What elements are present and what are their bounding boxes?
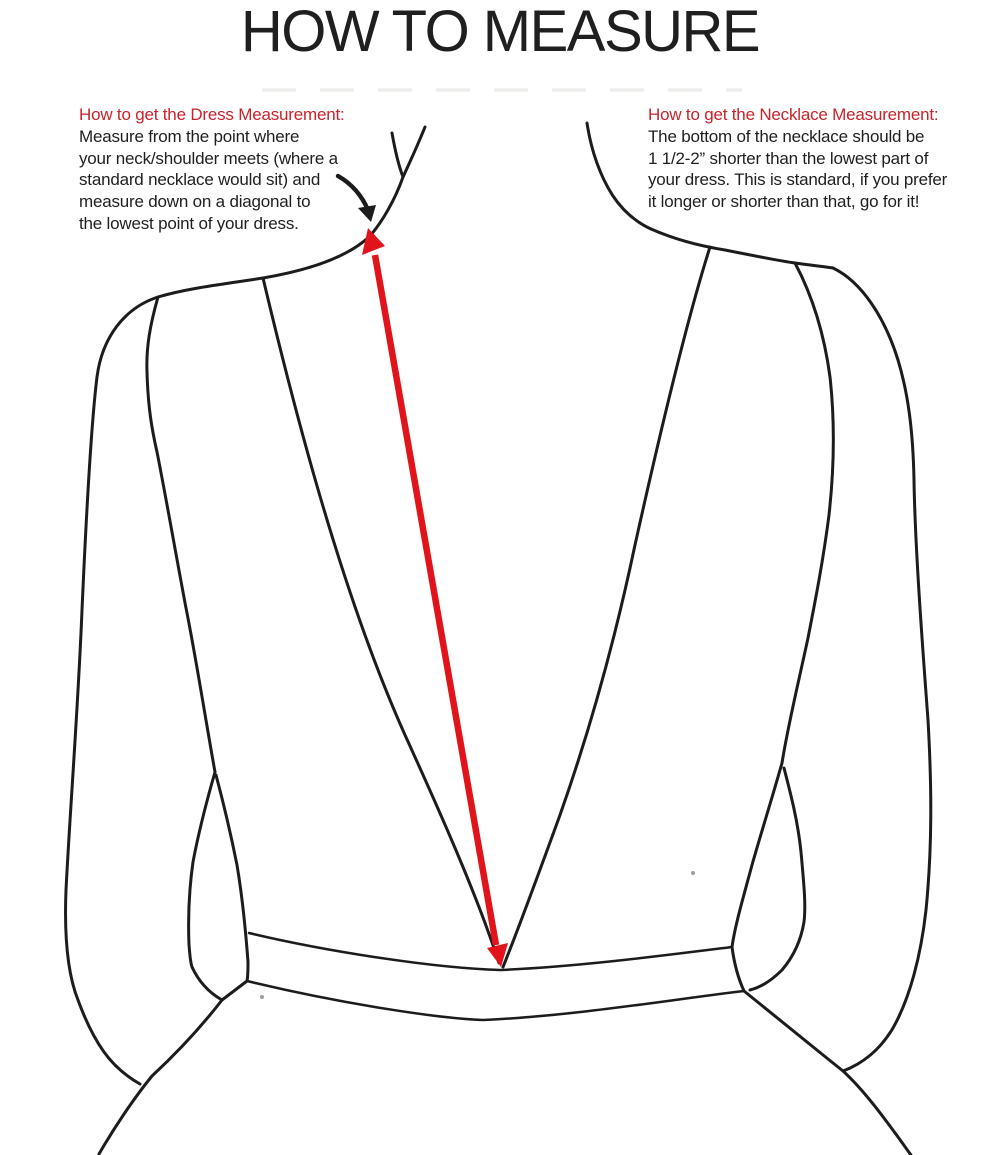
measurement-arrow-shaft xyxy=(375,255,496,945)
necklace-note-heading: How to get the Necklace Measurement: xyxy=(648,105,939,124)
ink-speck xyxy=(691,871,695,875)
dress-note-heading: How to get the Dress Measurement: xyxy=(79,105,345,124)
text-line: your dress. This is standard, if you prefer xyxy=(648,170,948,190)
pointer-arrow-curve xyxy=(338,176,368,210)
left-cuff-left-edge xyxy=(189,772,247,1000)
skirt-right-edge xyxy=(744,991,911,1155)
left-shoulder-arm-outline xyxy=(66,236,371,1084)
neck-left-strand xyxy=(392,133,403,177)
dress-vneck-left-edge xyxy=(263,278,499,963)
left-armhole-seam xyxy=(147,297,215,772)
ink-speck xyxy=(260,995,264,999)
text-line: measure down on a diagonal to xyxy=(79,192,311,212)
text-line: Measure from the point where xyxy=(79,126,300,146)
neck-left-line xyxy=(370,127,425,236)
waistband-bottom-edge xyxy=(247,981,744,1020)
pointer-arrow-head xyxy=(358,205,376,222)
text-line: 1 1/2-2” shorter than the lowest part of xyxy=(648,148,929,168)
text-line: standard necklace would sit) and xyxy=(79,170,321,190)
dress-vneck-right-edge xyxy=(503,247,710,967)
neck-right-line xyxy=(587,123,651,229)
right-arm-outline xyxy=(833,268,931,1071)
right-shoulder-outline xyxy=(651,229,833,268)
right-armhole-seam xyxy=(782,263,833,763)
right-cuff-right-edge xyxy=(750,768,805,990)
text-line: The bottom of the necklace should be xyxy=(648,126,925,146)
right-cuff-left-edge xyxy=(732,763,782,991)
left-cuff-right-edge xyxy=(216,775,248,981)
text-line: it longer or shorter than that, go for it! xyxy=(648,192,920,212)
page-title: HOW TO MEASURE xyxy=(240,0,760,64)
text-line: the lowest point of your dress. xyxy=(79,213,299,233)
text-line: your neck/shoulder meets (where a xyxy=(79,148,338,168)
skirt-left-edge xyxy=(99,1000,222,1154)
